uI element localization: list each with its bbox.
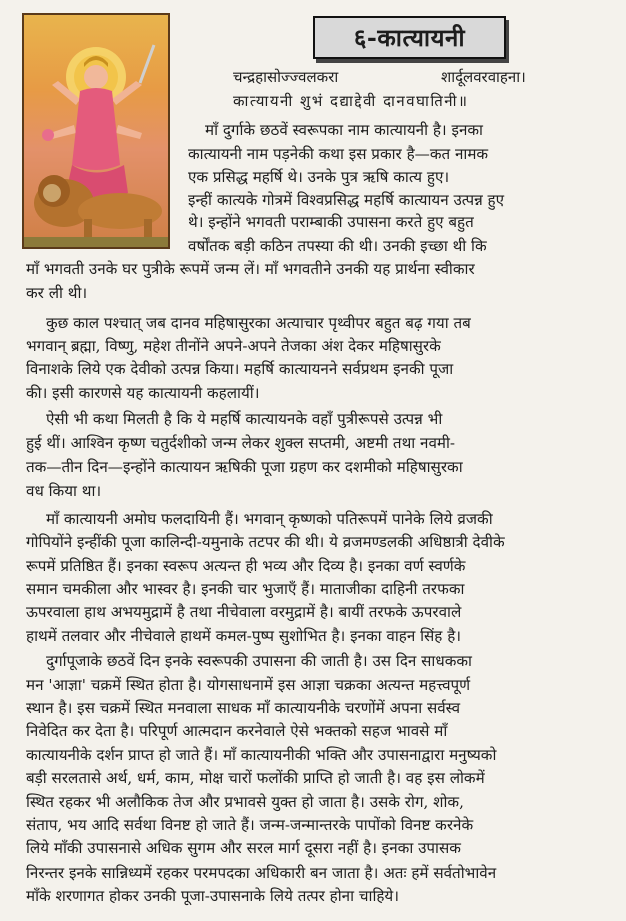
body-line: बड़ी सरलतासे अर्थ, धर्म, काम, मोक्ष चारों फलोंकी प्राप्ति हो जाती है। वह इस लोकमें [26, 769, 485, 787]
verse-line-1-right: शार्दूलवरवाहना। [441, 68, 526, 86]
body-line: समान चमकीला और भास्वर है। इनकी चार भुजाएँ हैं। माताजीका दाहिनी तरफका [26, 580, 465, 598]
body-line: हुई थीं। आश्विन कृष्ण चतुर्दशीको जन्म लेकर शुक्ल सप्तमी, अष्टमी तथा नवमी- [26, 434, 456, 452]
body-line: माँ कात्यायनी अमोघ फलदायिनी हैं। भगवान् कृष्णको पतिरूपमें पानेके लिये व्रजकी [46, 510, 493, 528]
body-line: कात्यायनी नाम पड़नेकी कथा इस प्रकार है—कत नामक [188, 145, 489, 163]
body-line: एक प्रसिद्ध महर्षि थे। उनके पुत्र ऋषि कात्य हुए। [188, 168, 450, 186]
body-line: कर ली थी। [26, 284, 88, 302]
body-line: ऊपरवाला हाथ अभयमुद्रामें है तथा नीचेवाला वरमुद्रामें है। बायीं तरफके ऊपरवाले [26, 603, 462, 621]
body-line: हाथमें तलवार और नीचेवाले हाथमें कमल-पुष्प सुशोभित है। इनका वाहन सिंह है। [26, 627, 462, 645]
body-line: दुर्गापूजाके छठवें दिन इनके स्वरूपकी उपासना की जाती है। उस दिन साधकका [46, 652, 472, 670]
body-line: थे। इन्होंने भगवती पराम्बाकी उपासना करते हुए बहुत [188, 213, 474, 231]
body-line: भगवान् ब्रह्मा, विष्णु, महेश तीनोंने अपने-अपने तेजका अंश देकर महिषासुरके [26, 337, 441, 355]
body-line: निरन्तर इनके सान्निध्यमें रहकर परमपदका अधिकारी बन जाता है। अतः हमें सर्वतोभावेन [26, 864, 497, 882]
body-line: विनाशके लिये एक देवीको उत्पन्न किया। महर्षि कात्यायनने सर्वप्रथम इनकी पूजा [26, 360, 454, 378]
body-line: की। इसी कारणसे यह कात्यायनी कहलायीं। [26, 384, 260, 402]
body-line: माँ भगवती उनके घर पुत्रीके रूपमें जन्म लें। माँ भगवतीने उनकी यह प्रार्थना स्वीकार [26, 260, 475, 278]
goddess-katyayani-image [22, 13, 170, 249]
body-line: वर्षोंतक बड़ी कठिन तपस्या की थी। उनकी इच्छा थी कि [188, 237, 487, 255]
body-line: गोपियोंने इन्हींकी पूजा कालिन्दी-यमुनाके तटपर की थी। ये व्रजमण्डलकी अधिष्ठात्री देवीके [26, 533, 505, 551]
body-line: लिये माँकी उपासनासे अधिक सुगम और सरल मार्ग दूसरा नहीं है। इनका उपासक [26, 839, 461, 857]
body-line: ऐसी भी कथा मिलती है कि ये महर्षि कात्यायनके वहाँ पुत्रीरूपसे उत्पन्न भी [46, 410, 443, 428]
body-line: कुछ काल पश्चात् जब दानव महिषासुरका अत्याचार पृथ्वीपर बहुत बढ़ गया तब [46, 314, 471, 332]
body-line: माँके शरणागत होकर उनकी पूजा-उपासनाके लिये तत्पर होना चाहिये। [26, 887, 400, 905]
verse-line-2: कात्यायनी शुभं दद्याद्देवी दानवघातिनी॥ [233, 92, 469, 110]
goddess-illustration-icon [24, 15, 168, 247]
body-line: वध किया था। [26, 482, 102, 500]
verse-line-1-left: चन्द्रहासोज्ज्वलकरा [233, 68, 339, 86]
body-line: संताप, भय आदि सर्वथा विनष्ट हो जाते हैं। जन्म-जन्मान्तरके पापोंको विनष्ट करनेके [26, 816, 474, 834]
body-line: इन्हीं कात्यके गोत्रमें विश्वप्रसिद्ध महर्षि कात्यायन उत्पन्न हुए [188, 191, 505, 209]
body-line: स्थान है। इस चक्रमें स्थित मनवाला साधक माँ कात्यायनीके चरणोंमें अपना सर्वस्व [26, 699, 461, 717]
body-line: स्थित रहकर भी अलौकिक तेज और प्रभावसे युक्त हो जाता है। उसके रोग, शोक, [26, 793, 464, 811]
body-line: माँ दुर्गाके छठवें स्वरूपका नाम कात्यायनी है। इनका [205, 121, 483, 139]
body-line: निवेदित कर देता है। परिपूर्ण आत्मदान करनेवाले ऐसे भक्तको सहज भावसे माँ [26, 722, 448, 740]
body-line: मन 'आज्ञा' चक्रमें स्थित होता है। योगसाधनामें इस आज्ञा चक्रका अत्यन्त महत्त्वपूर्ण [26, 676, 471, 694]
chapter-title [313, 16, 506, 59]
body-line: तक—तीन दिन—इन्होंने कात्यायन ऋषिकी पूजा ग्रहण कर दशमीको महिषासुरका [26, 458, 463, 476]
body-line: कात्यायनीके दर्शन प्राप्त हो जाते हैं। माँ कात्यायनीकी भक्ति और उपासनाद्वारा मनुष्यको [26, 746, 497, 764]
body-line: रूपमें प्रतिष्ठित हैं। इनका स्वरूप अत्यन्त ही भव्य और दिव्य है। इनका वर्ण स्वर्णके [26, 557, 466, 575]
chapter-title-text: ६-कात्यायनी [353, 23, 466, 52]
